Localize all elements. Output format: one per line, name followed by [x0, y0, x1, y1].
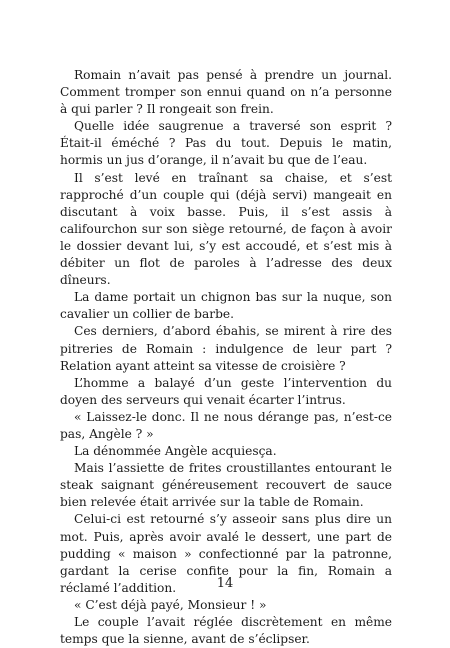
- paragraph: La dénommée Angèle acquiesça.: [74, 444, 277, 459]
- paragraph: « Laissez-le donc. Il ne nous dérange pas, n’est-ce pas, Angèle ? »: [60, 409, 392, 441]
- paragraph: Romain n’avait pas pensé à prendre un journal. Comment tromper son ennui quand on n’a personne à qui parler ? Il rongeait son frein.: [60, 68, 392, 117]
- paragraph: Il s’est levé en traînant sa chaise, et s’est rapproché d’un couple qui (déjà servi) mangeait en discutant à voix basse. Puis, il s’est assis à califourchon sur son siège retourné, de façon à avoir le dossier devant lui, s’y est accoudé, et s’est mis à débiter un flot de paroles à l’adresse des deux dîneurs.: [60, 170, 392, 288]
- paragraph: Celui-ci est retourné s’y asseoir sans plus dire un mot. Puis, après avoir avalé le dessert, une part de pudding « maison » confectionné par la patronne, gardant la cerise confite pour la fin, Romain a réclamé l’addition.: [60, 512, 392, 595]
- paragraph: La dame portait un chignon bas sur la nuque, son cavalier un collier de barbe.: [60, 290, 392, 322]
- paragraph: Le couple l’avait réglée discrètement en même temps que la sienne, avant de s’éclipser.: [60, 615, 392, 647]
- paragraph: « C’est déjà payé, Monsieur ! »: [74, 597, 267, 612]
- paragraph: Quelle idée saugrenue a traversé son esprit ? Était-il éméché ? Pas du tout. Depuis le matin, hormis un jus d’orange, il n’avait bu que de l’eau.: [60, 119, 392, 168]
- paragraph: Ces derniers, d’abord ébahis, se mirent à rire des pitreries de Romain : indulgence de leur part ? Relation ayant atteint sa vitesse de croisière ?: [60, 324, 392, 373]
- paragraph: Mais l’assiette de frites croustillantes entourant le steak saignant généreusement recouvert de sauce bien relevée était arrivée sur la table de Romain.: [60, 461, 392, 510]
- paragraph: L’homme a balayé d’un geste l’intervention du doyen des serveurs qui venait écarter l’intrus.: [60, 375, 392, 407]
- page-body: [60, 67, 392, 648]
- page-number: 14: [216, 576, 234, 591]
